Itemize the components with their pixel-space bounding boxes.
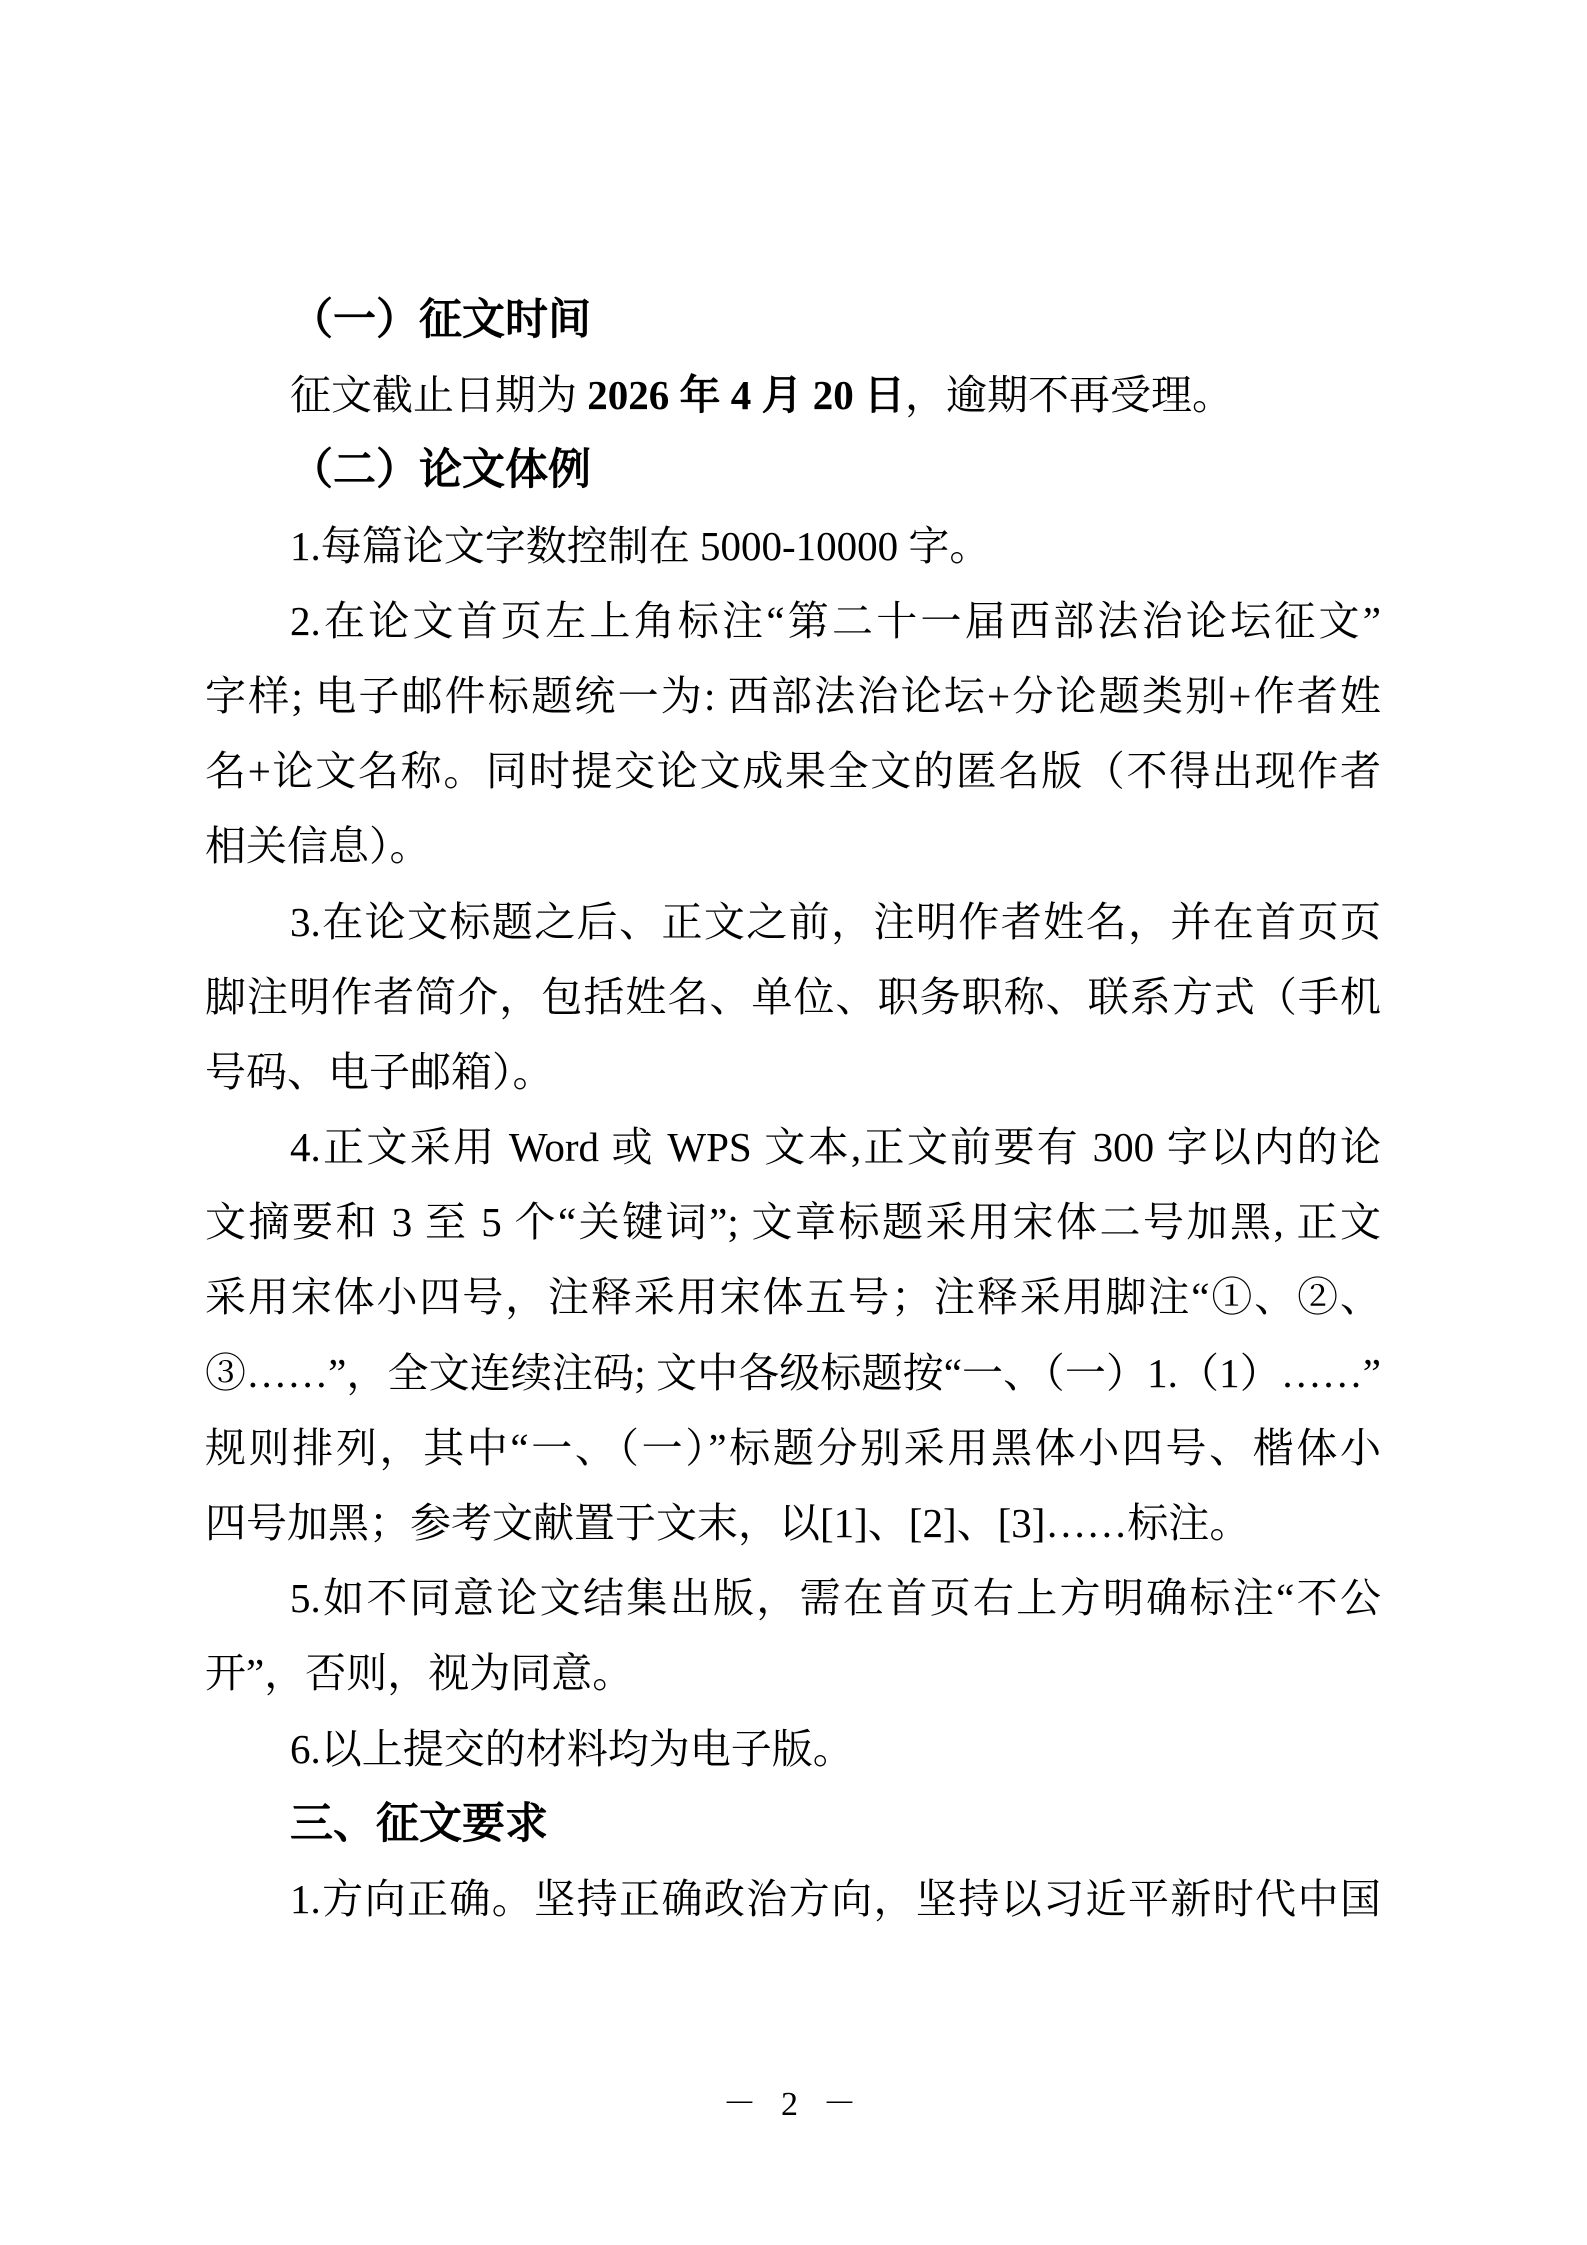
text-segment: 规则排列，其中“一、（一）”标题分别采用黑体小四号、楷体小 [205, 1424, 1381, 1471]
text-segment: ③……”，全文连续注码; 文中各级标题按“一、（一）1.（1）……” [205, 1349, 1381, 1396]
line-labeling-2 [205, 659, 1381, 734]
line-format-3 [205, 1260, 1381, 1335]
line-publication-consent-1 [205, 1561, 1381, 1636]
line-author-info-3 [205, 1035, 1381, 1110]
text-segment: 4.正文采用 Word 或 WPS 文本,正文前要有 300 字以内的论 [290, 1124, 1381, 1171]
text-segment: 2.在论文首页左上角标注“第二十一届西部法治论坛征文” [290, 597, 1381, 644]
text-segment: 脚注明作者简介，包括姓名、单位、职务职称、联系方式（手机 [205, 973, 1381, 1020]
text-segment: 字样; 电子邮件标题统一为: 西部法治论坛+分论题类别+作者姓 [205, 672, 1381, 719]
bold-text-segment: 2026 年 4 月 20 日 [587, 372, 905, 419]
line-labeling-1 [205, 584, 1381, 659]
text-segment: 开”，否则，视为同意。 [205, 1650, 634, 1697]
line-format-6 [205, 1486, 1381, 1561]
line-format-2 [205, 1185, 1381, 1260]
line-direction-1 [205, 1862, 1381, 1937]
line-format-4 [205, 1336, 1381, 1411]
bold-text-segment: （一）征文时间 [290, 297, 591, 344]
bold-text-segment: 三、征文要求 [290, 1800, 548, 1848]
text-segment: 6.以上提交的材料均为电子版。 [290, 1725, 854, 1772]
line-word-count [205, 509, 1381, 584]
text-segment: 1.每篇论文字数控制在 5000-10000 字。 [290, 522, 991, 569]
text-segment: 采用宋体小四号，注释采用宋体五号；注释采用脚注“①、②、 [205, 1274, 1381, 1321]
line-deadline [205, 358, 1381, 433]
text-segment: 文摘要和 3 至 5 个“关键词”; 文章标题采用宋体二号加黑, 正文 [205, 1199, 1381, 1246]
heading-1-essay-time [205, 283, 1381, 358]
document-body [205, 283, 1381, 1937]
line-author-info-2 [205, 960, 1381, 1035]
line-format-5 [205, 1411, 1381, 1486]
line-author-info-1 [205, 885, 1381, 960]
line-publication-consent-2 [205, 1636, 1381, 1711]
text-segment: 四号加黑；参考文献置于文末，以[1]、[2]、[3]……标注。 [205, 1500, 1251, 1546]
heading-3-essay-requirements [205, 1787, 1381, 1862]
text-segment: 1.方向正确。坚持正确政治方向，坚持以习近平新时代中国 [290, 1875, 1381, 1922]
page-number: － 2 － [722, 2086, 865, 2123]
text-segment: 征文截止日期为 [290, 372, 588, 419]
line-labeling-4 [205, 809, 1381, 884]
text-segment: 5.如不同意论文结集出版，需在首页右上方明确标注“不公 [290, 1575, 1381, 1622]
text-segment: ，逾期不再受理。 [905, 372, 1233, 419]
text-segment: 3.在论文标题之后、正文之前，注明作者姓名，并在首页页 [290, 898, 1381, 945]
text-segment: 相关信息）。 [205, 823, 431, 870]
line-electronic-version [205, 1712, 1381, 1787]
page-footer [0, 2083, 1587, 2127]
line-labeling-3 [205, 734, 1381, 809]
bold-text-segment: （二）论文体例 [290, 447, 591, 495]
text-segment: 号码、电子邮箱）。 [205, 1048, 554, 1095]
heading-2-paper-format [205, 433, 1381, 508]
text-segment: 名+论文名称。同时提交论文成果全文的匿名版（不得出现作者 [205, 748, 1381, 795]
line-format-1 [205, 1110, 1381, 1185]
